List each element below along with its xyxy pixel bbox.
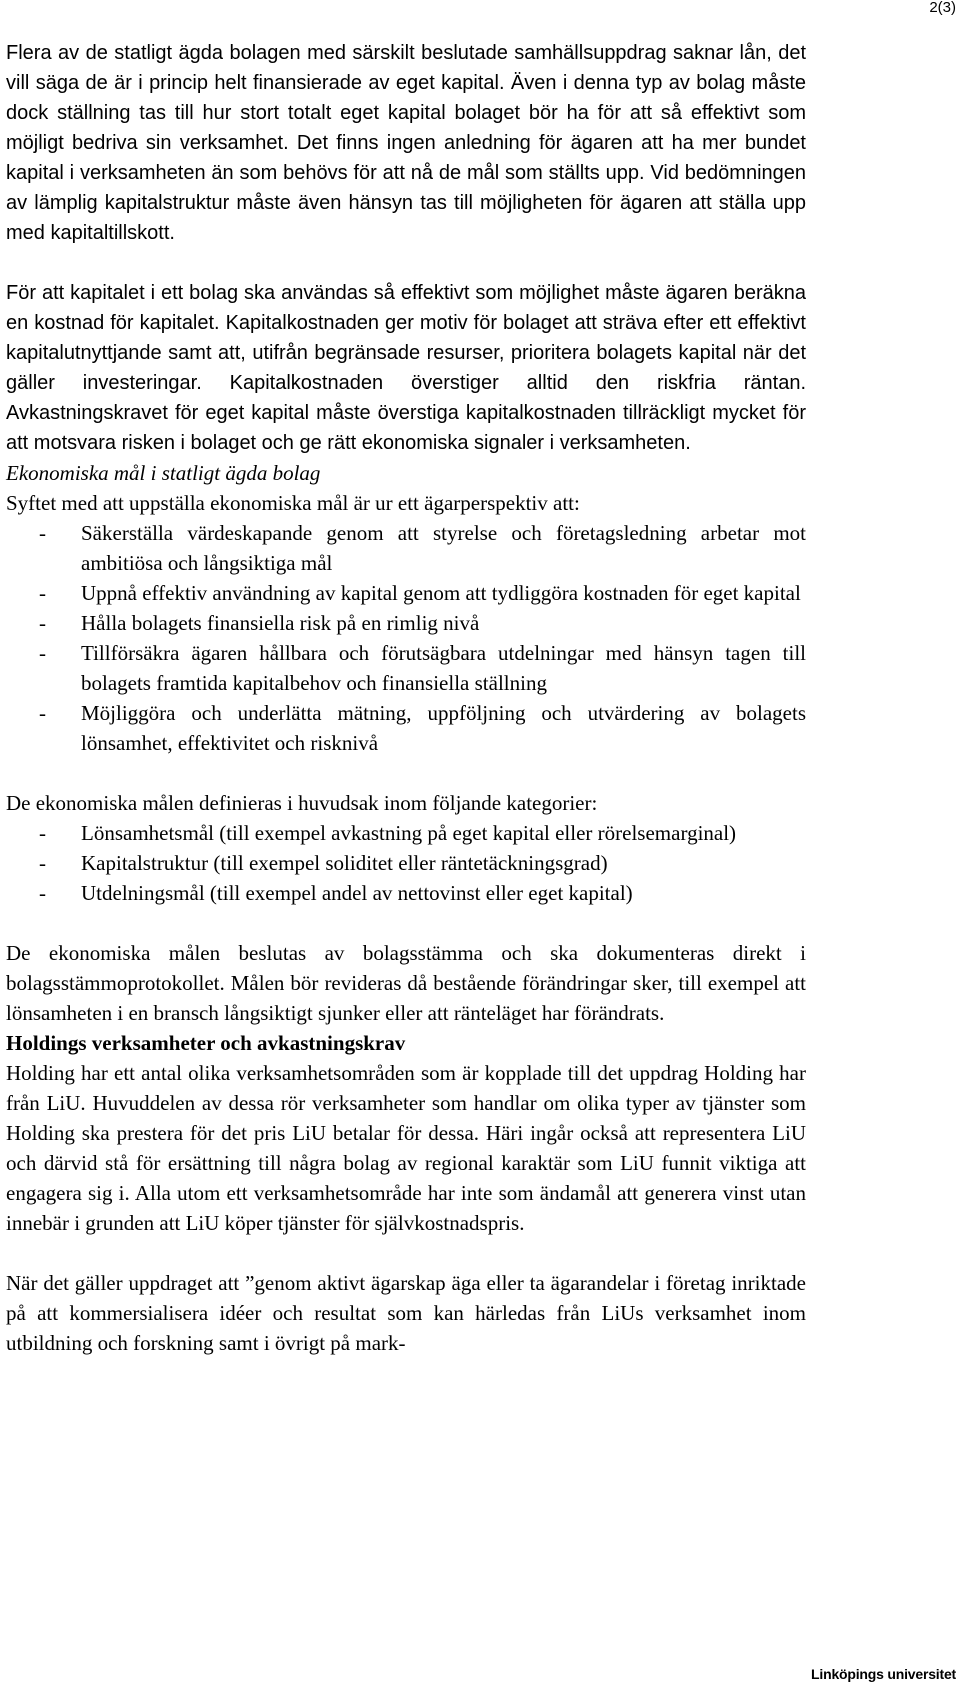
dash-marker: - <box>39 821 46 845</box>
list-item <box>6 578 806 608</box>
list-item-text: Utdelningsmål (till exempel andel av nettovinst eller eget kapital) <box>81 881 633 905</box>
list-item <box>6 698 806 758</box>
list-item-text: Kapitalstruktur (till exempel soliditet eller räntetäckningsgrad) <box>81 851 608 875</box>
paragraph-ownership-mission: När det gäller uppdraget att ”genom aktivt ägarskap äga eller ta ägarandelar i företag inriktade på att kommersialisera idéer och resultat som kan härledas från LiUs verksamhet inom utbildning och forskning samt i övrigt på mark- <box>6 1271 806 1355</box>
section-heading-holding: Holdings verksamheter och avkastningskrav <box>6 1031 406 1055</box>
university-logo: Linköpings universitet <box>811 1666 956 1682</box>
dash-marker: - <box>39 881 46 905</box>
dash-marker: - <box>39 581 46 605</box>
list-item-text: Uppnå effektiv användning av kapital genom att tydliggöra kostnaden för eget kapital <box>81 581 801 605</box>
category-list <box>6 818 806 908</box>
list-item-text: Lönsamhetsmål (till exempel avkastning på eget kapital eller rörelsemarginal) <box>81 821 737 845</box>
section-heading-economic-goals: Ekonomiska mål i statligt ägda bolag <box>6 461 321 485</box>
list-item-text: Hålla bolagets finansiella risk på en rimlig nivå <box>81 611 480 635</box>
list-item-text: Möjliggöra och underlätta mätning, uppföljning och utvärdering av bolagets lönsamhet, effektivitet och risknivå <box>81 701 806 755</box>
page-number: 2(3) <box>929 0 956 16</box>
paragraph-goals-decision: De ekonomiska målen beslutas av bolagsstämma och ska dokumenteras direkt i bolagsstämmoprotokollet. Målen bör revideras då bestående förändringar sker, till exempel att lönsamheten i en bransch långsiktigt sjunker eller att ränteläget har förändrats. <box>6 941 806 1025</box>
paragraph-state-companies-capital: Flera av de statligt ägda bolagen med särskilt beslutade samhällsuppdrag saknar lån, det vill säga de är i princip helt finansierade av eget kapital. Även i denna typ av bolag måste dock ställning tas till hur stort totalt eget kapital bolaget bör ha för att så effektivt som möjligt bedriva sin verksamhet. Det finns ingen anledning för ägaren att ha mer bundet kapital i verksamheten än som behövs för att nå de mål som ställts upp. Vid bedömningen av lämplig kapitalstruktur måste även hänsyn tas till möjligheten för ägaren att ställa upp med kapitaltillskott. <box>6 42 806 244</box>
list-item-text: Tillförsäkra ägaren hållbara och förutsägbara utdelningar med hänsyn tagen till bolagets framtida kapitalbehov och finansiella ställning <box>81 641 806 695</box>
list-item <box>6 848 806 878</box>
list-item <box>6 878 806 908</box>
purpose-list <box>6 518 806 758</box>
list-item-text: Säkerställa värdeskapande genom att styrelse och företagsledning arbetar mot ambitiösa och långsiktiga mål <box>81 521 806 575</box>
dash-marker: - <box>39 611 46 635</box>
economic-goals-intro: Syftet med att uppställa ekonomiska mål är ur ett ägarperspektiv att: <box>6 491 580 515</box>
paragraph-holding-operations: Holding har ett antal olika verksamhetsområden som är kopplade till det uppdrag Holding har från LiU. Huvuddelen av dessa rör verksamheter som handlar om olika typer av tjänster som Holding ska prestera för det pris LiU betalar för dessa. Häri ingår också att representera LiU och därvid stå för ersättning till några bolag av regional karaktär som LiU funnit viktiga att engagera sig i. Alla utom ett verksamhetsområde har inte som ändamål att generera vinst utan innebär i grunden att LiU köper tjänster för självkostnadspris. <box>6 1061 806 1235</box>
list-item <box>6 818 806 848</box>
dash-marker: - <box>39 701 46 725</box>
dash-marker: - <box>39 641 46 665</box>
document-body <box>6 38 806 1358</box>
list-item <box>6 638 806 698</box>
dash-marker: - <box>39 851 46 875</box>
paragraph-capital-cost: För att kapitalet i ett bolag ska användas så effektivt som möjlighet måste ägaren beräkna en kostnad för kapitalet. Kapitalkostnaden ger motiv för bolaget att sträva efter ett effektivt kapitalutnyttjande samt att, utifrån begränsade resurser, prioritera bolagets kapital när det gäller investeringar. Kapitalkostnaden överstiger alltid den riskfria räntan. Avkastningskravet för eget kapital måste överstiga kapitalkostnaden tillräckligt mycket för att motsvara risken i bolaget och ge rätt ekonomiska signaler i verksamheten. <box>6 282 806 454</box>
categories-intro: De ekonomiska målen definieras i huvudsak inom följande kategorier: <box>6 791 598 815</box>
dash-marker: - <box>39 521 46 545</box>
list-item <box>6 608 806 638</box>
list-item <box>6 518 806 578</box>
